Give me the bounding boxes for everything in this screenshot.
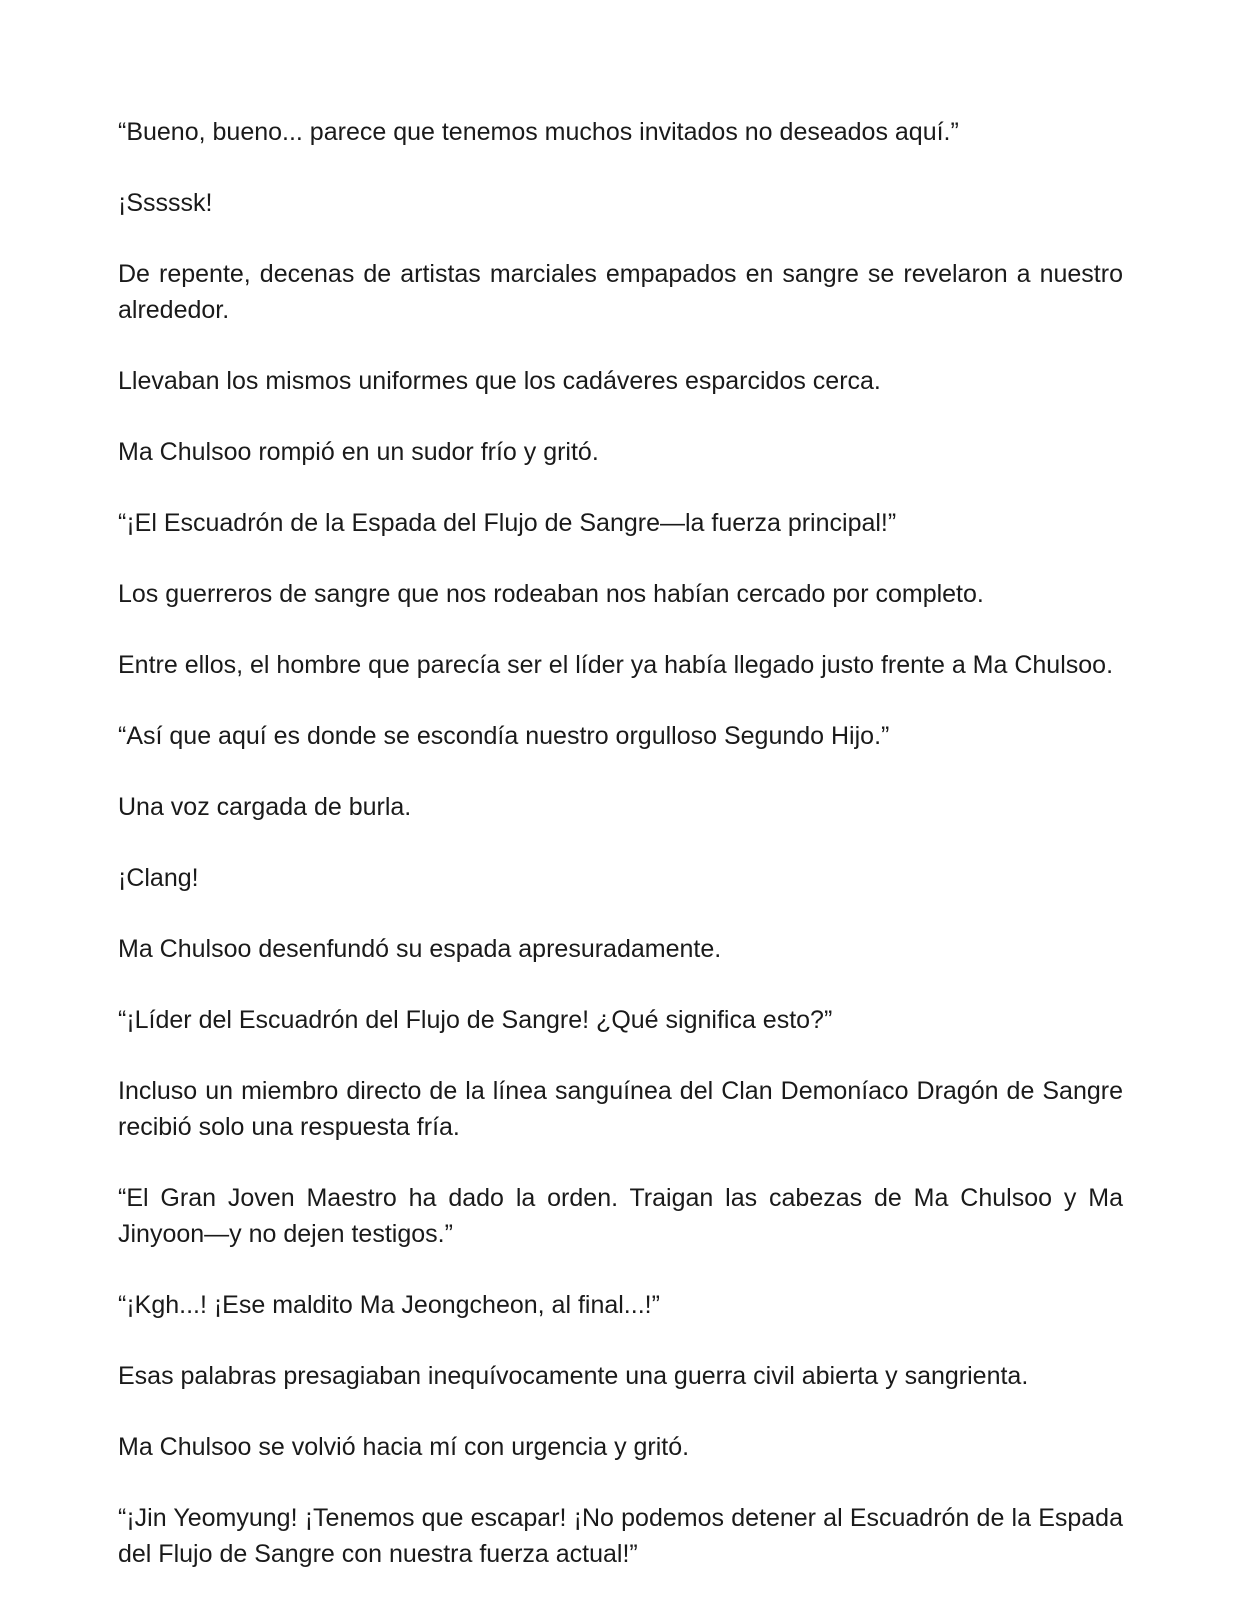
document-page [118,114,1123,1572]
paragraph-8: Entre ellos, el hombre que parecía ser el líder ya había llegado justo frente a Ma Chulsoo. [118,651,1114,679]
paragraph-15: “El Gran Joven Maestro ha dado la orden. Traigan las cabezas de Ma Chulsoo y Ma Jinyoon—y no dejen testigos.” [118,1184,1123,1248]
paragraph-1: “Bueno, bueno... parece que tenemos muchos invitados no deseados aquí.” [118,118,959,146]
paragraph-14: Incluso un miembro directo de la línea sanguínea del Clan Demoníaco Dragón de Sangre recibió solo una respuesta fría. [118,1077,1123,1141]
paragraph-11: ¡Clang! [118,864,199,892]
paragraph-5: Ma Chulsoo rompió en un sudor frío y gritó. [118,438,599,466]
paragraph-2: ¡Sssssk! [118,189,213,217]
paragraph-6: “¡El Escuadrón de la Espada del Flujo de Sangre—la fuerza principal!” [118,509,897,537]
paragraph-3: De repente, decenas de artistas marciales empapados en sangre se revelaron a nuestro alrededor. [118,260,1123,324]
paragraph-19: “¡Jin Yeomyung! ¡Tenemos que escapar! ¡No podemos detener al Escuadrón de la Espada del Flujo de Sangre con nuestra fuerza actual!” [118,1504,1123,1568]
paragraph-12: Ma Chulsoo desenfundó su espada apresuradamente. [118,935,722,963]
paragraph-16: “¡Kgh...! ¡Ese maldito Ma Jeongcheon, al final...!” [118,1291,660,1319]
paragraph-4: Llevaban los mismos uniformes que los cadáveres esparcidos cerca. [118,367,881,395]
paragraph-9: “Así que aquí es donde se escondía nuestro orgulloso Segundo Hijo.” [118,722,890,750]
paragraph-13: “¡Líder del Escuadrón del Flujo de Sangre! ¿Qué significa esto?” [118,1006,833,1034]
paragraph-10: Una voz cargada de burla. [118,793,412,821]
paragraph-17: Esas palabras presagiaban inequívocamente una guerra civil abierta y sangrienta. [118,1362,1029,1390]
paragraph-7: Los guerreros de sangre que nos rodeaban nos habían cercado por completo. [118,580,984,608]
paragraph-18: Ma Chulsoo se volvió hacia mí con urgencia y gritó. [118,1433,690,1461]
